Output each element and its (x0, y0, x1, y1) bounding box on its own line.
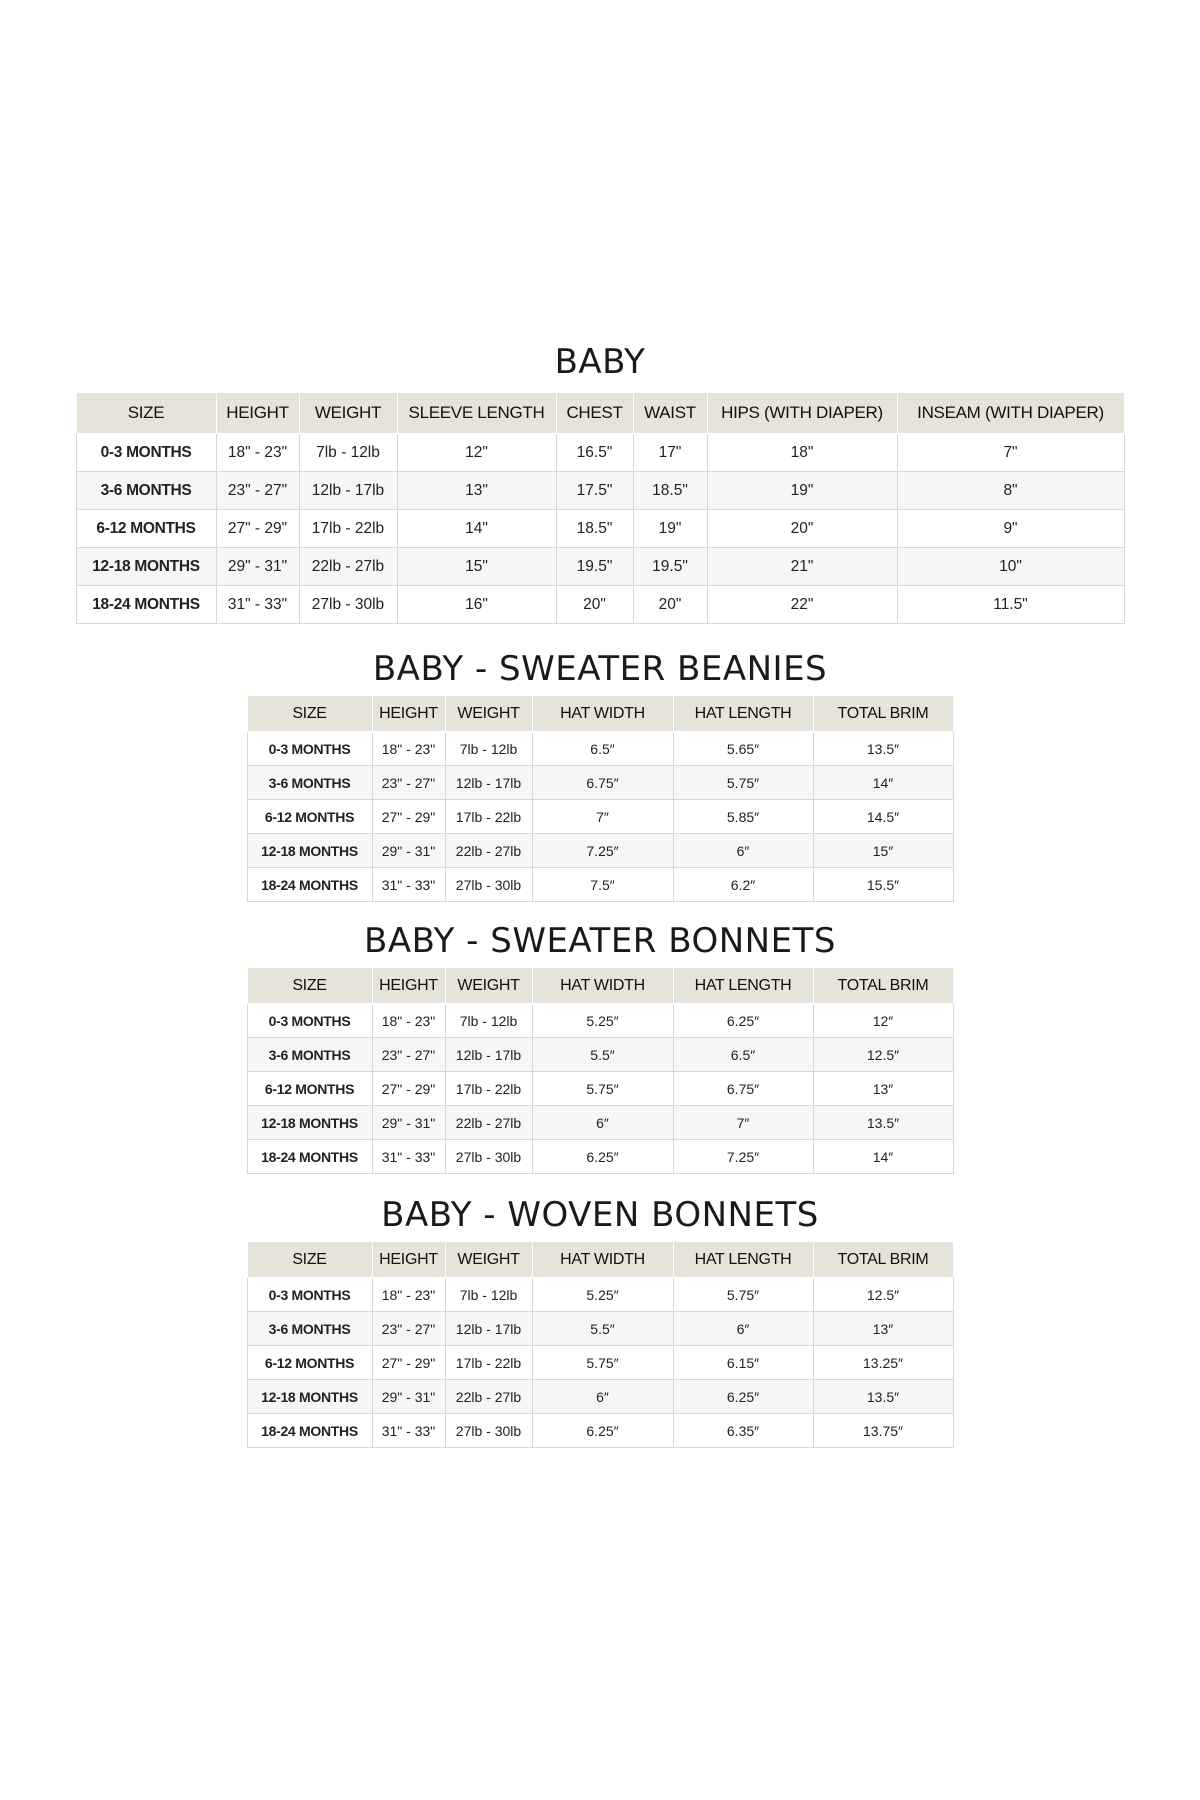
table-header-row (247, 696, 953, 732)
table-row (247, 1140, 953, 1174)
table-cell: 16" (397, 586, 556, 624)
column-header-hat-length: HAT LENGTH (673, 1242, 813, 1278)
woven-bonnets-size-chart (0, 1193, 1200, 1448)
size-cell: 18-24 MONTHS (247, 1140, 372, 1174)
table-cell: 23" - 27" (216, 472, 299, 510)
sweater-bonnets-size-chart (0, 919, 1200, 1174)
table-cell: 12lb - 17lb (445, 1038, 532, 1072)
size-cell: 3-6 MONTHS (247, 1038, 372, 1072)
table-cell: 12.5″ (813, 1278, 953, 1312)
table-cell: 14" (397, 510, 556, 548)
table-header-row (247, 1242, 953, 1278)
size-cell: 18-24 MONTHS (247, 868, 372, 902)
baby-chart-title: BABY (554, 342, 646, 382)
column-header-height: HEIGHT (372, 1242, 445, 1278)
column-header-hips: HIPS (WITH DIAPER) (707, 393, 897, 434)
table-cell: 7lb - 12lb (445, 1278, 532, 1312)
table-cell: 27lb - 30lb (445, 868, 532, 902)
table-cell: 5.75″ (673, 766, 813, 800)
table-cell: 18" - 23" (216, 434, 299, 472)
table-cell: 27" - 29" (372, 800, 445, 834)
table-row (247, 1106, 953, 1140)
size-cell: 6-12 MONTHS (247, 1072, 372, 1106)
column-header-hat-length: HAT LENGTH (673, 696, 813, 732)
table-cell: 27lb - 30lb (299, 586, 397, 624)
table-cell: 19" (707, 472, 897, 510)
table-cell: 6.25″ (532, 1414, 673, 1448)
table-cell: 14″ (813, 1140, 953, 1174)
table-row (247, 766, 953, 800)
table-cell: 7.25″ (532, 834, 673, 868)
table-cell: 27" - 29" (372, 1346, 445, 1380)
table-row (247, 732, 953, 766)
table-cell: 18" - 23" (372, 732, 445, 766)
table-cell: 5.85″ (673, 800, 813, 834)
table-cell: 13.75″ (813, 1414, 953, 1448)
table-cell: 7lb - 12lb (299, 434, 397, 472)
table-cell: 13.5″ (813, 732, 953, 766)
table-cell: 6.75″ (673, 1072, 813, 1106)
table-cell: 22lb - 27lb (445, 1380, 532, 1414)
table-cell: 18" - 23" (372, 1004, 445, 1038)
column-header-hat-width: HAT WIDTH (532, 696, 673, 732)
size-cell: 12-18 MONTHS (247, 1106, 372, 1140)
table-cell: 18.5" (556, 510, 633, 548)
size-cell: 3-6 MONTHS (247, 766, 372, 800)
table-cell: 11.5" (897, 586, 1124, 624)
table-row (76, 510, 1124, 548)
column-header-weight: WEIGHT (445, 696, 532, 732)
table-cell: 12″ (813, 1004, 953, 1038)
table-cell: 6.25″ (673, 1380, 813, 1414)
column-header-hat-length: HAT LENGTH (673, 968, 813, 1004)
table-cell: 6″ (673, 1312, 813, 1346)
table-cell: 27lb - 30lb (445, 1140, 532, 1174)
table-cell: 5.65″ (673, 732, 813, 766)
table-cell: 19" (633, 510, 707, 548)
sweater-beanies-title: BABY - SWEATER BEANIES (372, 649, 828, 689)
table-cell: 13.25″ (813, 1346, 953, 1380)
column-header-inseam: INSEAM (WITH DIAPER) (897, 393, 1124, 434)
column-header-waist: WAIST (633, 393, 707, 434)
size-cell: 18-24 MONTHS (76, 586, 216, 624)
table-cell: 13.5″ (813, 1380, 953, 1414)
table-cell: 5.75″ (532, 1072, 673, 1106)
table-cell: 12lb - 17lb (445, 766, 532, 800)
table-cell: 13" (397, 472, 556, 510)
table-cell: 6″ (532, 1380, 673, 1414)
table-cell: 22" (707, 586, 897, 624)
table-cell: 5.75″ (673, 1278, 813, 1312)
table-cell: 6.2″ (673, 868, 813, 902)
column-header-height: HEIGHT (372, 968, 445, 1004)
column-header-size: SIZE (247, 968, 372, 1004)
size-cell: 12-18 MONTHS (247, 1380, 372, 1414)
column-header-weight: WEIGHT (445, 1242, 532, 1278)
column-header-weight: WEIGHT (299, 393, 397, 434)
table-row (247, 1278, 953, 1312)
column-header-total-brim: TOTAL BRIM (813, 696, 953, 732)
table-cell: 9" (897, 510, 1124, 548)
table-cell: 19.5" (633, 548, 707, 586)
table-cell: 12lb - 17lb (299, 472, 397, 510)
table-row (247, 834, 953, 868)
table-cell: 29" - 31" (372, 1380, 445, 1414)
size-cell: 12-18 MONTHS (76, 548, 216, 586)
table-row (76, 434, 1124, 472)
table-cell: 22lb - 27lb (299, 548, 397, 586)
table-cell: 6.5″ (673, 1038, 813, 1072)
table-cell: 7.5″ (532, 868, 673, 902)
size-cell: 0-3 MONTHS (247, 732, 372, 766)
table-cell: 22lb - 27lb (445, 834, 532, 868)
table-cell: 7.25″ (673, 1140, 813, 1174)
table-row (247, 1072, 953, 1106)
size-cell: 0-3 MONTHS (76, 434, 216, 472)
column-header-height: HEIGHT (372, 696, 445, 732)
table-cell: 27lb - 30lb (445, 1414, 532, 1448)
table-cell: 27" - 29" (216, 510, 299, 548)
table-cell: 12" (397, 434, 556, 472)
table-cell: 6.25″ (532, 1140, 673, 1174)
table-cell: 12.5″ (813, 1038, 953, 1072)
column-header-total-brim: TOTAL BRIM (813, 968, 953, 1004)
table-cell: 10" (897, 548, 1124, 586)
table-cell: 23" - 27" (372, 1038, 445, 1072)
size-cell: 0-3 MONTHS (247, 1004, 372, 1038)
column-header-size: SIZE (76, 393, 216, 434)
column-header-size: SIZE (247, 1242, 372, 1278)
size-cell: 6-12 MONTHS (76, 510, 216, 548)
table-cell: 6″ (673, 834, 813, 868)
table-cell: 23" - 27" (372, 1312, 445, 1346)
baby-size-chart (0, 340, 1200, 624)
column-header-size: SIZE (247, 696, 372, 732)
table-cell: 29" - 31" (372, 834, 445, 868)
table-cell: 15.5″ (813, 868, 953, 902)
table-cell: 31" - 33" (372, 1140, 445, 1174)
table-cell: 6.15″ (673, 1346, 813, 1380)
table-cell: 19.5" (556, 548, 633, 586)
table-cell: 5.75″ (532, 1346, 673, 1380)
table-row (247, 1312, 953, 1346)
table-cell: 17lb - 22lb (445, 1072, 532, 1106)
table-cell: 31" - 33" (372, 1414, 445, 1448)
table-cell: 6″ (532, 1106, 673, 1140)
table-cell: 31" - 33" (372, 868, 445, 902)
table-cell: 17" (633, 434, 707, 472)
table-cell: 22lb - 27lb (445, 1106, 532, 1140)
table-cell: 6.35″ (673, 1414, 813, 1448)
table-cell: 18" - 23" (372, 1278, 445, 1312)
table-cell: 20" (707, 510, 897, 548)
table-cell: 18.5" (633, 472, 707, 510)
table-cell: 7lb - 12lb (445, 732, 532, 766)
table-cell: 13.5″ (813, 1106, 953, 1140)
table-cell: 20" (633, 586, 707, 624)
column-header-sleeve-length: SLEEVE LENGTH (397, 393, 556, 434)
baby-size-table (76, 392, 1125, 624)
table-cell: 5.25″ (532, 1278, 673, 1312)
size-cell: 12-18 MONTHS (247, 834, 372, 868)
sweater-bonnets-title: BABY - SWEATER BONNETS (364, 921, 836, 961)
table-cell: 13″ (813, 1312, 953, 1346)
table-cell: 7" (897, 434, 1124, 472)
size-cell: 3-6 MONTHS (247, 1312, 372, 1346)
table-header-row (76, 393, 1124, 434)
table-cell: 16.5" (556, 434, 633, 472)
table-header-row (247, 968, 953, 1004)
table-cell: 29" - 31" (372, 1106, 445, 1140)
table-cell: 5.25″ (532, 1004, 673, 1038)
table-row (247, 1346, 953, 1380)
table-row (247, 800, 953, 834)
table-cell: 7″ (673, 1106, 813, 1140)
table-cell: 21" (707, 548, 897, 586)
size-cell: 0-3 MONTHS (247, 1278, 372, 1312)
table-cell: 18" (707, 434, 897, 472)
table-cell: 17lb - 22lb (445, 800, 532, 834)
table-cell: 12lb - 17lb (445, 1312, 532, 1346)
table-cell: 27" - 29" (372, 1072, 445, 1106)
table-cell: 20" (556, 586, 633, 624)
column-header-height: HEIGHT (216, 393, 299, 434)
table-cell: 5.5″ (532, 1312, 673, 1346)
table-cell: 15″ (813, 834, 953, 868)
table-cell: 8" (897, 472, 1124, 510)
table-cell: 17lb - 22lb (445, 1346, 532, 1380)
sweater-beanies-table (247, 695, 954, 902)
table-cell: 5.5″ (532, 1038, 673, 1072)
table-cell: 17lb - 22lb (299, 510, 397, 548)
table-row (247, 1004, 953, 1038)
table-cell: 6.25″ (673, 1004, 813, 1038)
sweater-beanies-size-chart (0, 647, 1200, 902)
table-cell: 31" - 33" (216, 586, 299, 624)
table-row (76, 472, 1124, 510)
size-cell: 6-12 MONTHS (247, 800, 372, 834)
size-cell: 3-6 MONTHS (76, 472, 216, 510)
table-cell: 6.75″ (532, 766, 673, 800)
table-row (247, 868, 953, 902)
table-row (76, 586, 1124, 624)
table-cell: 17.5" (556, 472, 633, 510)
table-cell: 29" - 31" (216, 548, 299, 586)
column-header-chest: CHEST (556, 393, 633, 434)
table-cell: 7″ (532, 800, 673, 834)
table-row (247, 1038, 953, 1072)
table-cell: 14.5″ (813, 800, 953, 834)
table-cell: 14″ (813, 766, 953, 800)
column-header-hat-width: HAT WIDTH (532, 968, 673, 1004)
table-row (247, 1380, 953, 1414)
column-header-hat-width: HAT WIDTH (532, 1242, 673, 1278)
sweater-bonnets-table (247, 967, 954, 1174)
table-cell: 23" - 27" (372, 766, 445, 800)
table-cell: 7lb - 12lb (445, 1004, 532, 1038)
size-cell: 18-24 MONTHS (247, 1414, 372, 1448)
table-cell: 6.5″ (532, 732, 673, 766)
size-cell: 6-12 MONTHS (247, 1346, 372, 1380)
woven-bonnets-title: BABY - WOVEN BONNETS (381, 1195, 819, 1235)
column-header-weight: WEIGHT (445, 968, 532, 1004)
woven-bonnets-table (247, 1241, 954, 1448)
table-row (247, 1414, 953, 1448)
column-header-total-brim: TOTAL BRIM (813, 1242, 953, 1278)
table-row (76, 548, 1124, 586)
table-cell: 13″ (813, 1072, 953, 1106)
table-cell: 15" (397, 548, 556, 586)
